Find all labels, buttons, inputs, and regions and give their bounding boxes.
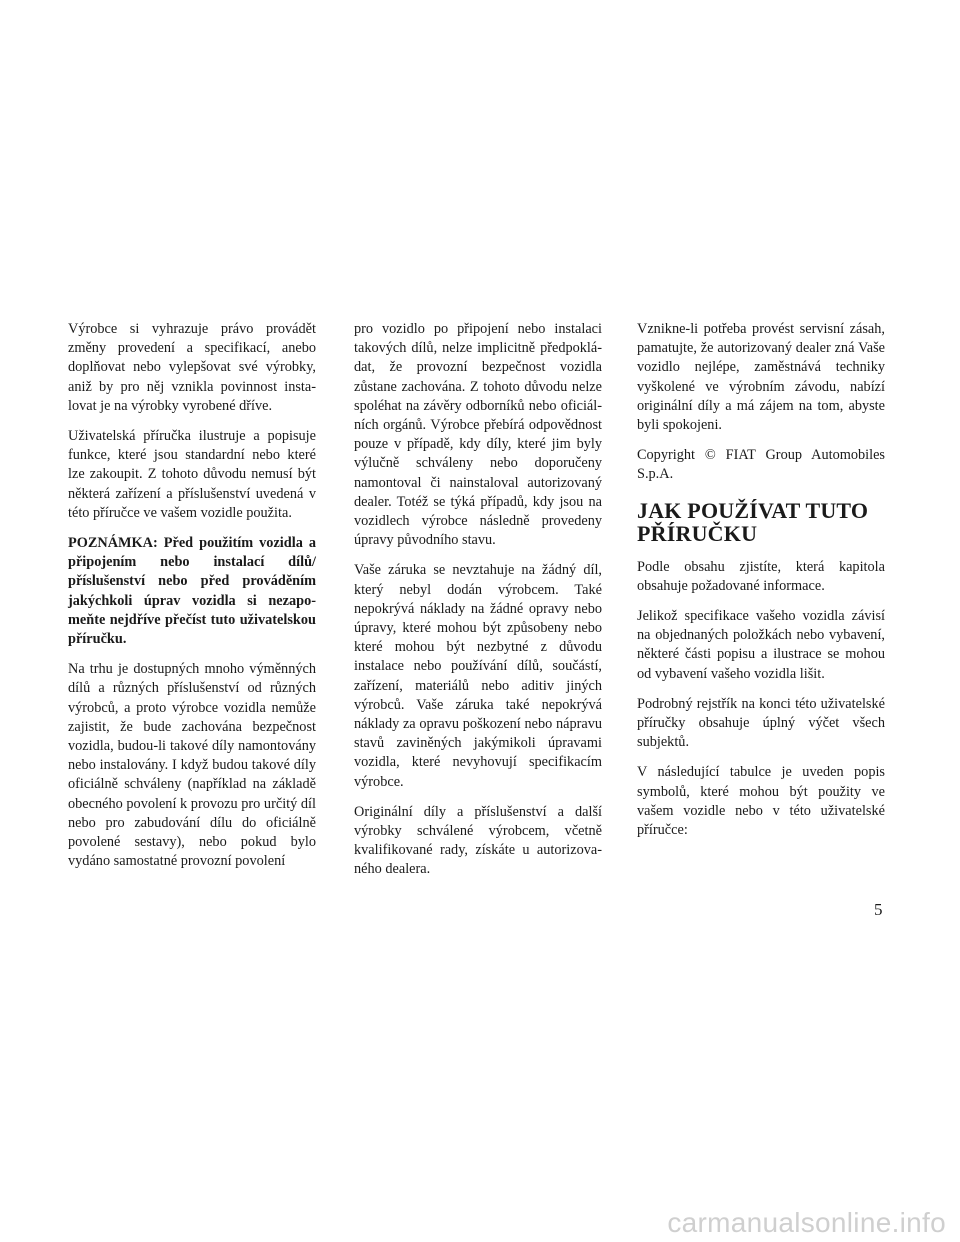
paragraph: pro vozidlo po připojení nebo instalaci takových dílů, nelze implicitně předpokládat, že provozní bezpečnost vozidla zůstane zachována. Z tohoto důvodu nelze spoléhat na závěry odborníků nebo oficiálních orgánů. Výrobce přebírá odpovědnost pouze v případě, kdy díly, které jim byly výlučně schváleny nebo doporučeny namontoval či nainstaloval autorizovaný dealer. Totéž se týká případů, kdy jsou na vozidlech výrobce následně provedeny úpravy původního stavu. [354,321,602,549]
page-number: 5 [874,900,883,919]
column-right [637,320,885,851]
copyright-paragraph: Copyright © FIAT Group Automobiles S.p.A. [637,447,885,483]
note-paragraph: POZNÁMKA: Před použitím vozidla a připojením nebo instalací dílů/ příslušenství nebo před prováděním jakýchkoli úprav vozidla si nezapomeňte nejdříve přečíst tuto uživatelskou příručku. [68,535,316,648]
paragraph: Podle obsahu zjistíte, která kapitola obsahuje požadované informace. [637,558,885,594]
paragraph: Jelikož specifikace vašeho vozidla závisí na objednaných položkách nebo vybavení, některé části popisu a ilustrace se mohou od vybavení vašeho vozidla lišit. [637,608,885,682]
paragraph: Výrobce si vyhrazuje právo provádět změny provedení a specifikací, anebo doplňovat nebo vylepšovat své výrobky, aniž by pro něj vznikla povinnost instalovat je na výrobky vyrobené dříve. [68,321,316,414]
column-middle [354,320,602,891]
paragraph: Na trhu je dostupných mnoho výměnných dílů a různých příslušenství od různých výrobců, a proto výrobce vozidla nemůže zajistit, že bude zachována bezpečnost vozidla, budou-li takové díly namontovány nebo instalovány. I když budou takové díly oficiálně schváleny (například na základě obecného povolení k provozu pro určitý díl nebo pro zabudování dílu do oficiálně povolené sestavy), nebo pokud bylo vydáno samostatné provozní povolení [68,661,316,870]
paragraph: V následující tabulce je uveden popis symbolů, které mohou být použity ve vašem vozidle nebo v této uživatelské příručce: [637,764,885,839]
section-heading: JAK POUŽÍVAT TUTO PŘÍRUČKU [637,497,869,546]
paragraph: Vaše záruka se nevztahuje na žádný díl, který nebyl dodán výrobcem. Také nepokrývá náklady na žádné opravy nebo úpravy, které mohou být způsobeny nebo které mohou být nezbytné z důvodu instalace nebo používání dílů, součástí, zařízení, materiálů nebo aditiv jiných výrobců. Vaše záruka také nepokrývá náklady za opravu poškození nebo nápravu stavů zaviněných jakýmikoli úpravami vozidla, které nevyhovují specifikacím výrobce. [354,562,602,790]
paragraph: Originální díly a příslušenství a další výrobky schválené výrobcem, včetně kvalifikované rady, získáte u autorizovaného dealera. [354,803,602,878]
paragraph: Uživatelská příručka ilustruje a popisuje funkce, které jsou standardní nebo které lze zakoupit. Z tohoto důvodu nemusí být některá zařízení a příslušenství uvedená v této příručce ve vašem vozidle použita. [68,428,316,521]
paragraph: Vznikne-li potřeba provést servisní zásah, pamatujte, že autorizovaný dealer zná Vaše vozidlo nejlépe, zaměstnává techniky vyškolené ve výrobním závodu, nabízí originální díly a má zájem na tom, abyste byli spokojeni. [637,321,885,434]
watermark: carmanualsonline.info [667,1207,946,1238]
paragraph: Podrobný rejstřík na konci této uživatelské příručky obsahuje úplný výčet všech subjektů. [637,695,885,751]
column-left [68,320,316,882]
